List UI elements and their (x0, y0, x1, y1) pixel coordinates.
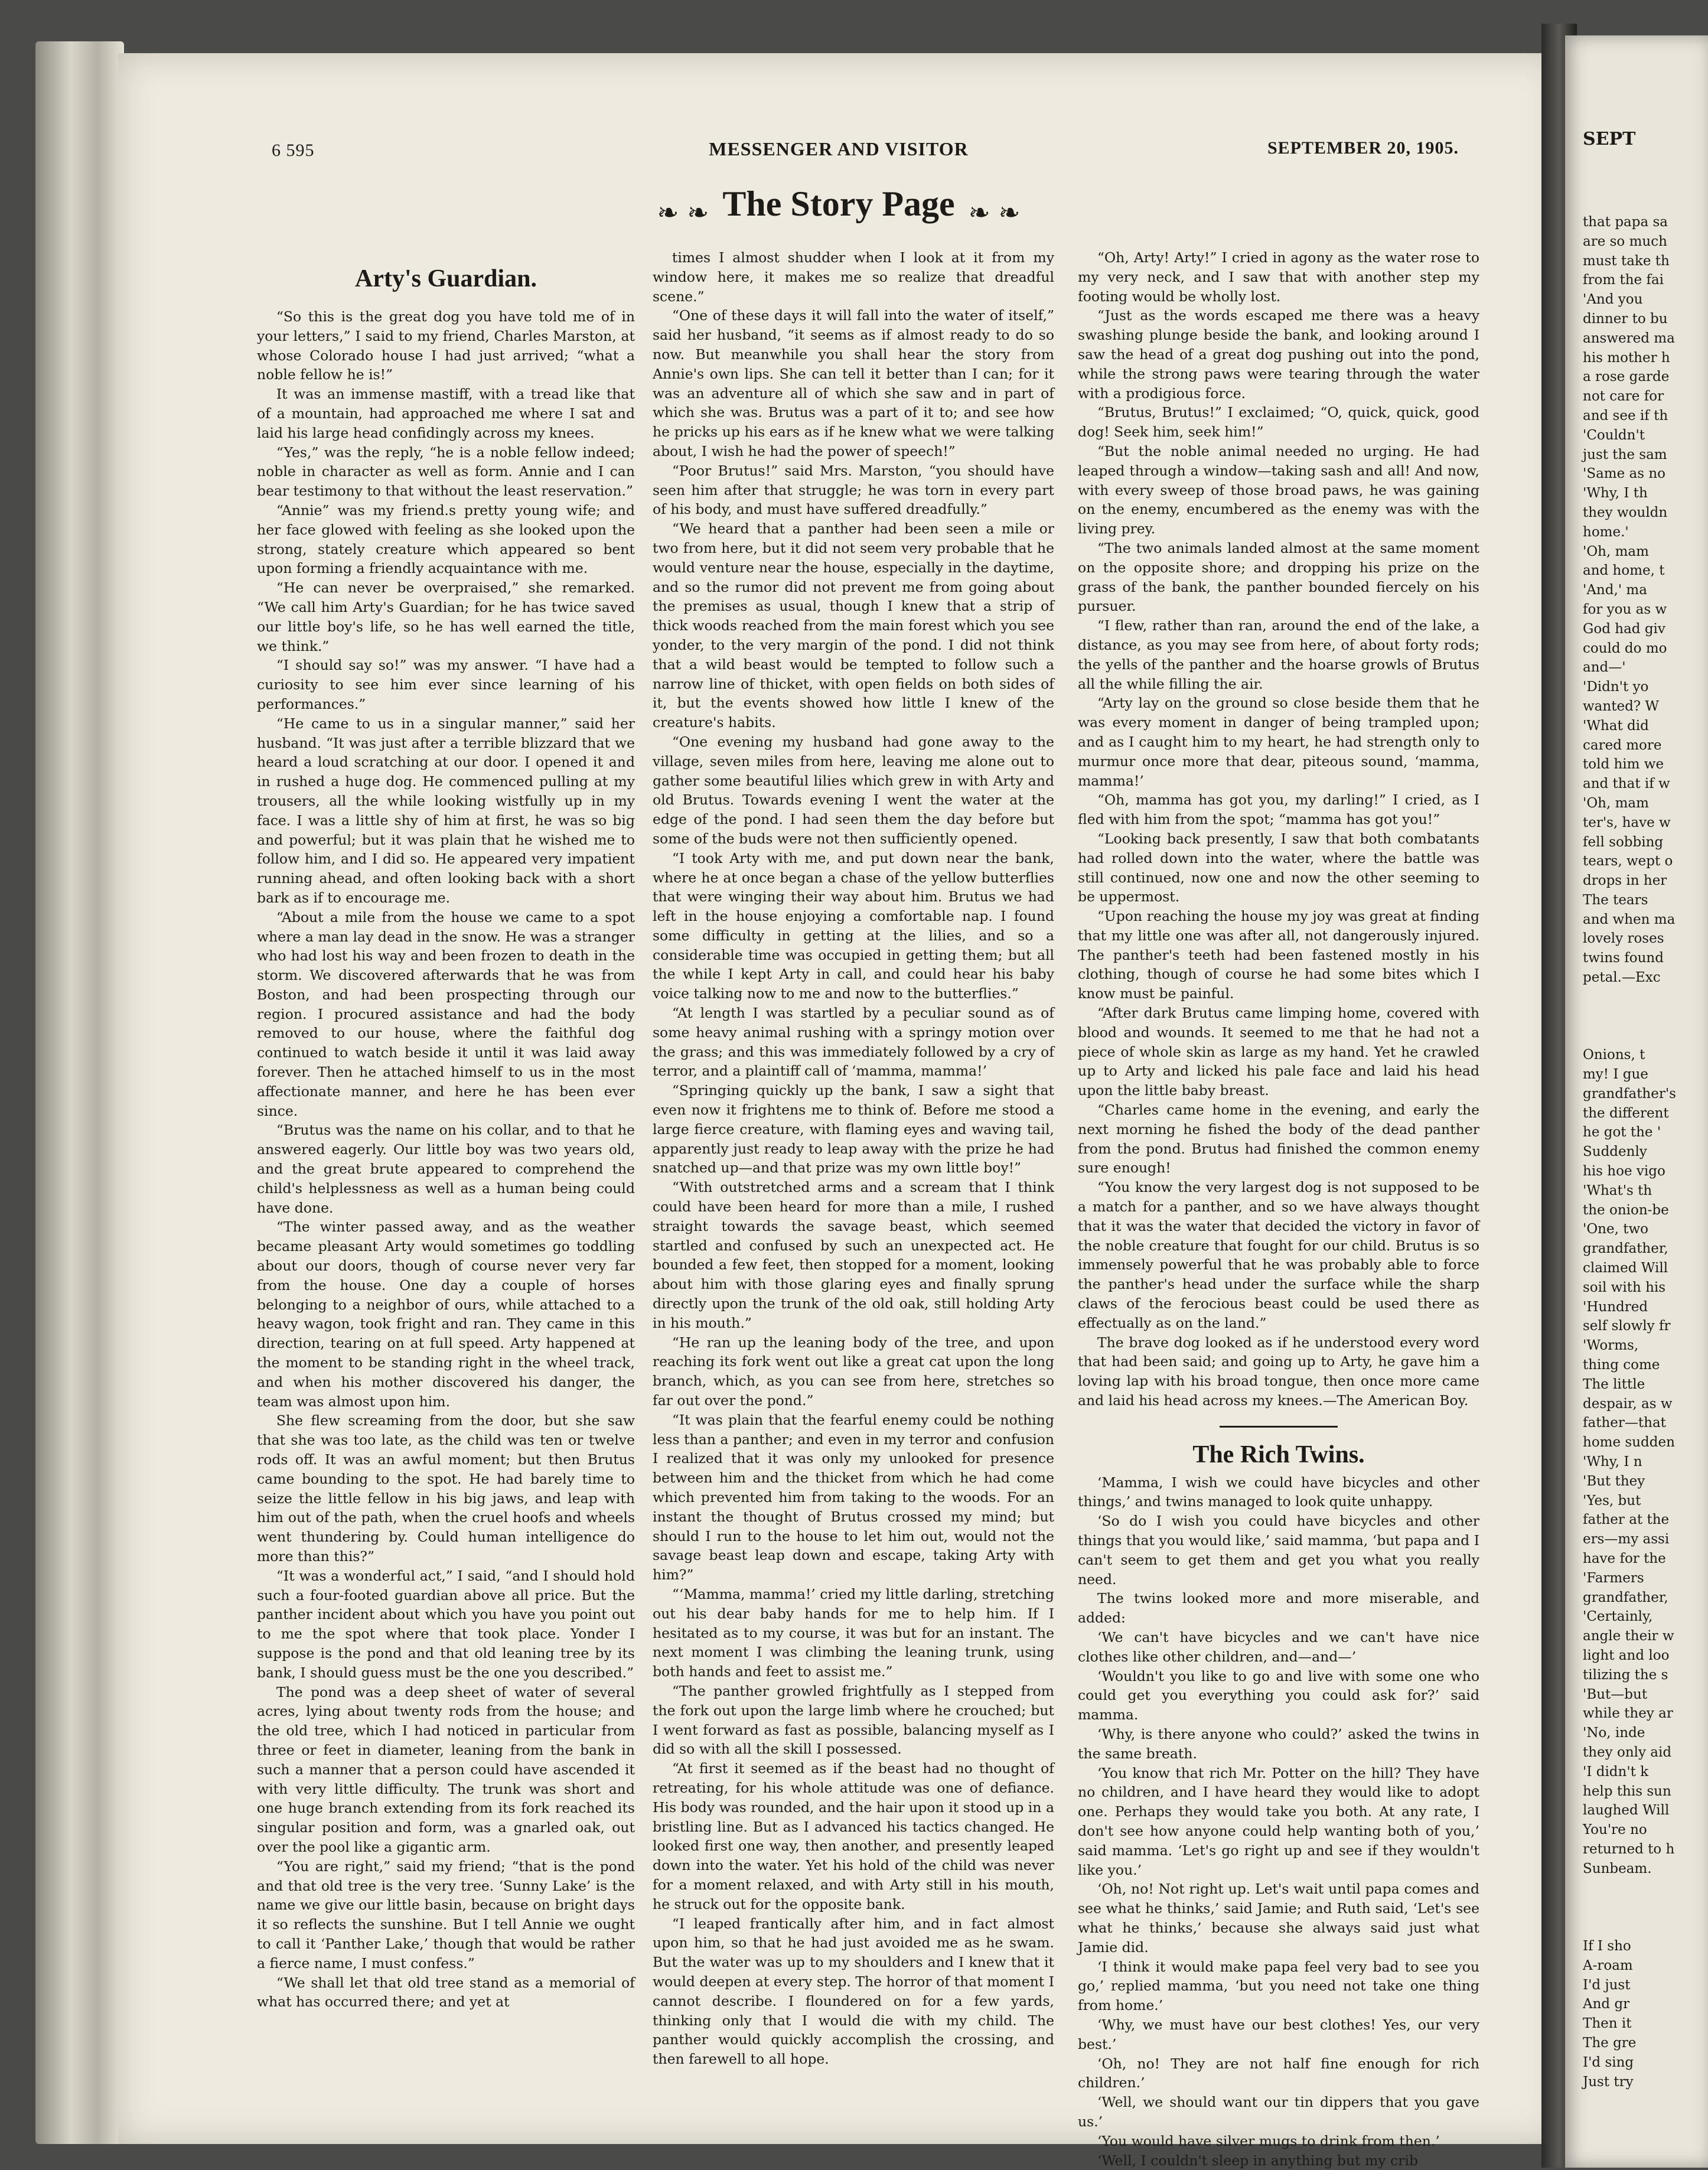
adjacent-page-line: grandfather's (1583, 1084, 1676, 1104)
adjacent-page-line: the onion-be (1583, 1201, 1676, 1220)
story-paragraph: “We heard that a panther had been seen a mile or two from here, but it did not seem very probable that he would venture near the house, especially in the daytime, and so the rumor did not prevent me from going about the premises as usual, though I knew that a strip of thick woods reached from the main forest which you see yonder, to the very margin of the pond. I did not think that a wild beast would be tempted to follow such a narrow line of thicket, with open fields on both sides of it, but the events showed how little I knew of the creature's habits. (653, 519, 1054, 732)
adjacent-page-line: fell sobbing (1583, 833, 1676, 852)
adjacent-page-line (1583, 1898, 1676, 1917)
adjacent-page-line: could do mo (1583, 639, 1676, 659)
story-paragraph: ‘Well, we should want our tin dippers that you gave us.’ (1078, 2093, 1479, 2132)
adjacent-page-line: despair, as w (1583, 1394, 1676, 1414)
adjacent-page-line: Just try (1583, 2073, 1676, 2092)
adjacent-page-line: returned to h (1583, 1840, 1676, 1859)
story-paragraph: “He came to us in a singular manner,” said her husband. “It was just after a terrible blizzard that we heard a loud scratching at our door. I opened it and in rushed a huge dog. He commenced pulling at my trousers, all the while looking wistfully up in my face. I was a little shy of him at first, he was so big and powerful; but it was plain that he wished me to follow him, and I did so. He appeared very impatient running ahead, and often looking back with a short bark as if to encourage me. (257, 714, 635, 908)
adjacent-page-line: lovely roses (1583, 929, 1676, 949)
adjacent-page-line: light and loo (1583, 1646, 1676, 1666)
adjacent-page-line (1583, 1917, 1676, 1937)
story-paragraph: “Looking back presently, I saw that both combatants had rolled down into the water, where the battle was still continued, now one and now the other seeming to be uppermost. (1078, 829, 1479, 907)
adjacent-page-line: for you as w (1583, 600, 1676, 620)
adjacent-page-line: cared more (1583, 736, 1676, 755)
adjacent-page-line: 'And you (1583, 290, 1676, 309)
adjacent-page-line: he got the ' (1583, 1123, 1676, 1142)
adjacent-page-line: grandfather, (1583, 1588, 1676, 1608)
adjacent-page-line: and that if w (1583, 774, 1676, 794)
adjacent-page-line: Onions, t (1583, 1045, 1676, 1065)
adjacent-page-line: they only aid (1583, 1743, 1676, 1762)
adjacent-page-line: have for the (1583, 1549, 1676, 1569)
story-paragraph: “One evening my husband had gone away to the village, seven miles from here, leaving me alone out to gather some beautiful lilies which grew in with Arty and old Brutus. Towards evening I went the water at the edge of the pond. I had seen them the day before but some of the buds were not then sufficiently opened. (653, 732, 1054, 849)
adjacent-page-line: Sunbeam. (1583, 1859, 1676, 1879)
adjacent-page-line: 'Why, I th (1583, 484, 1676, 503)
story-paragraph: “One of these days it will fall into the water of itself,” said her husband, “it seems as if almost ready to do so now. But meanwhile you shall hear the story from Annie's own lips. She can tell it better than I can; for it was an adventure all of which she saw and in part of which she was. Brutus was a part of it to; and see how he pricks up his ears as if he knew what we were talking about, I wish he had the power of speech!” (653, 306, 1054, 461)
leaf-ornament-icon: ❧ ❧ (969, 198, 1021, 228)
adjacent-page-line: and—' (1583, 658, 1676, 677)
story-paragraph: times I almost shudder when I look at it from my window here, it makes me so realize that dreadful scene.” (653, 248, 1054, 306)
story-paragraph: “Poor Brutus!” said Mrs. Marston, “you should have seen him after that struggle; he was torn in every part of his body, and must have suffered dreadfully.” (653, 461, 1054, 519)
adjacent-page-line: that papa sa (1583, 213, 1676, 232)
adjacent-page-line: 'What's th (1583, 1181, 1676, 1201)
adjacent-page-line: thing come (1583, 1356, 1676, 1375)
story-heading (257, 265, 635, 301)
story2-text (1078, 1473, 1479, 2170)
adjacent-page-line: The tears (1583, 891, 1676, 910)
adjacent-page-line: his mother h (1583, 348, 1676, 368)
adjacent-page-header: SEPT (1583, 130, 1635, 149)
story-paragraph: “He ran up the leaning body of the tree, and upon reaching its fork went out like a great cat upon the long branch, which, as you can see from here, stretches so far out over the pond.” (653, 1333, 1054, 1410)
story-paragraph: “Brutus was the name on his collar, and to that he answered eagerly. Our little boy was two years old, and the great brute appeared to comprehend the child's helplessness as well as a human being could have done. (257, 1120, 635, 1217)
adjacent-page-line: ers—my assi (1583, 1530, 1676, 1549)
adjacent-page-line: ter's, have w (1583, 813, 1676, 833)
adjacent-page-line: told him we (1583, 755, 1676, 774)
story-paragraph: “About a mile from the house we came to a spot where a man lay dead in the snow. He was a stranger who had lost his way and been frozen to death in the storm. We discovered afterwards that he was from Boston, and had been prospecting through our region. I procured assistance and had the body removed to our house, where the faithful dog continued to watch beside it until it was laid away forever. Then he attached himself to us in the most affectionate manner, and here he has been ever since. (257, 908, 635, 1121)
adjacent-page-line: and see if th (1583, 406, 1676, 426)
adjacent-page-line: laughed Will (1583, 1801, 1676, 1820)
adjacent-page-line: And gr (1583, 1995, 1676, 2014)
story-paragraph: “But the noble animal needed no urging. He had leaped through a window—taking sash and all! And now, with every sweep of those broad paws, he was gaining on the enemy, encumbered as the enemy was with the living prey. (1078, 442, 1479, 539)
story-paragraph: “Just as the words escaped me there was a heavy swashing plunge beside the bank, and looking around I saw the head of a great dog pushing out into the pond, while the strong paws were tearing through the water with a prodigious force. (1078, 306, 1479, 403)
story-paragraph: “Arty lay on the ground so close beside them that he was every moment in danger of being trampled upon; and as I caught him to my heart, he had strength only to murmur once more that dear, piteous sound, ‘mamma, mamma!’ (1078, 693, 1479, 790)
story-paragraph: “‘Mamma, mamma!’ cried my little darling, stretching out his dear baby hands for me to help him. If I hesitated as to my course, it was but for an instant. The next moment I was climbing the leaning trunk, using both hands and feet to assist me.” (653, 1585, 1054, 1682)
story1-col2-text (653, 248, 1054, 2069)
story-paragraph: The pond was a deep sheet of water of several acres, lying about twenty rods from the house; and the old tree, which I had noticed in particular from three or feet in diameter, leaning from the bank in such a manner that a person could have ascended it with very little difficulty. The trunk was short and one huge branch extending from its fork reached its singular position and form, was a gnarled oak, out over the pool like a gigantic arm. (257, 1683, 635, 1857)
adjacent-page-line: 'Why, I n (1583, 1452, 1676, 1472)
adjacent-page-line: 'Yes, but (1583, 1491, 1676, 1511)
newspaper-title: MESSENGER AND VISITOR (118, 138, 1559, 160)
story-paragraph: “With outstretched arms and a scream that I think could have been heard for more than a mile, I rushed straight towards the savage beast, which seemed startled and confused by such an unexpected act. He bounded a few feet, then stopped for a moment, looking about him with those glaring eyes and finally sprung directly upon the trunk of the old oak, still holding Arty in his mouth.” (653, 1178, 1054, 1332)
adjacent-page-line: I'd sing (1583, 2053, 1676, 2073)
story-paragraph: “At first it seemed as if the beast had no thought of retreating, for his whole attitude was one of defiance. His body was rounded, and the hair upon it stood up in a bristling line. But as I advanced his tactics changed. He looked first one way, then another, and presently leaped down into the water. Yet his hold of the child was never for a moment relaxed, and with Arty still in his mouth, he struck out for the opposite bank. (653, 1759, 1054, 1914)
adjacent-page-line (1583, 1007, 1676, 1027)
adjacent-page-line: father at the (1583, 1510, 1676, 1530)
story-paragraph: ‘You would have silver mugs to drink from then.’ (1078, 2132, 1479, 2151)
adjacent-page-line: 'Worms, (1583, 1336, 1676, 1356)
story-paragraph: ‘We can't have bicycles and we can't have nice clothes like other children, and—and—’ (1078, 1628, 1479, 1667)
story-divider (1220, 1426, 1338, 1428)
story-paragraph: “I flew, rather than ran, around the end of the lake, a distance, as you may see from here, of about forty rods; the yells of the panther and the hoarse growls of Brutus all the while filling the air. (1078, 616, 1479, 693)
story-paragraph: ‘Why, is there anyone who could?’ asked the twins in the same breath. (1078, 1725, 1479, 1764)
story-paragraph: “I leaped frantically after him, and in fact almost upon him, so that he had just avoided me as he swam. But the water was up to my shoulders and I knew that it would deepen at every step. The horror of that moment I cannot describe. I floundered on for a few yards, thinking only that I would die with my child. The panther would quickly accomplish the crossing, and then farewell to all hope. (653, 1914, 1054, 2069)
story-paragraph: ‘Well, I couldn't sleep in anything but my crib (1078, 2151, 1479, 2170)
adjacent-page-line: father—that (1583, 1413, 1676, 1433)
page-number: 6 595 (272, 141, 315, 161)
story-paragraph: ‘Mamma, I wish we could have bicycles and other things,’ and twins managed to look quite unhappy. (1078, 1473, 1479, 1512)
adjacent-page-line: home sudden (1583, 1433, 1676, 1452)
adjacent-page-line: twins found (1583, 949, 1676, 968)
newspaper-page (118, 53, 1559, 2144)
story-paragraph: ‘Why, we must have our best clothes! Yes, our very best.’ (1078, 2015, 1479, 2054)
story-paragraph: “Oh, Arty! Arty!” I cried in agony as the water rose to my very neck, and I saw that with another step my footing would be wholly lost. (1078, 248, 1479, 306)
adjacent-page-line: 'Didn't yo (1583, 677, 1676, 697)
story-title-artys-guardian: Arty's Guardian. (257, 265, 635, 293)
story-paragraph: “Yes,” was the reply, “he is a noble fellow indeed; noble in character as well as form. Annie and I can bear testimony to that without the least reservation.” (257, 443, 635, 501)
story-paragraph: ‘Oh, no! They are not half fine enough for rich children.’ (1078, 2054, 1479, 2093)
story-paragraph: “Annie” was my friend.s pretty young wife; and her face glowed with feeling as she looked upon the strong, stately creature which appeared so bent upon forming a friendly acquaintance with me. (257, 501, 635, 578)
story-paragraph: It was an immense mastiff, with a tread like that of a mountain, had approached me where I sat and laid his large head confidingly across my knees. (257, 385, 635, 442)
story-paragraph: “At length I was startled by a peculiar sound as of some heavy animal rushing with a springy motion over the grass; and this was immediately followed by a cry of terror, and a plaintiff call of ‘mamma, mamma!’ (653, 1003, 1054, 1081)
adjacent-page-line: help this sun (1583, 1782, 1676, 1801)
adjacent-page-line: 'But they (1583, 1472, 1676, 1491)
adjacent-page-line: 'I didn't k (1583, 1762, 1676, 1782)
adjacent-page-line (1583, 1026, 1676, 1045)
adjacent-page-line: God had giv (1583, 620, 1676, 639)
story-paragraph: “You are right,” said my friend; “that is the pond and that old tree is the very tree. ‘Sunny Lake’ is the name we give our little basin, because on bright days it so reflects the sunshine. But I tell Annie we ought to call it ‘Panther Lake,’ though that would be rather a fierce name, I must confess.” (257, 1857, 635, 1973)
story-paragraph: “Springing quickly up the bank, I saw a sight that even now it frightens me to think of. Before me stood a large fierce creature, with flaming eyes and waving tail, apparently just ready to leap away with the prize he had snatched up—and that prize was my own little boy!” (653, 1081, 1054, 1178)
adjacent-page-line: and home, t (1583, 561, 1676, 581)
adjacent-page-line: 'No, inde (1583, 1723, 1676, 1743)
adjacent-page-line: self slowly fr (1583, 1317, 1676, 1336)
story-paragraph: ‘Oh, no! Not right up. Let's wait until papa comes and see what he thinks,’ said Jamie; and Ruth said, ‘Let's see what he thinks,’ because she always said just what Jamie did. (1078, 1879, 1479, 1957)
adjacent-page-line: 'Hundred (1583, 1298, 1676, 1317)
adjacent-page-line: they wouldn (1583, 503, 1676, 523)
adjacent-page-line: his hoe vigo (1583, 1162, 1676, 1181)
adjacent-page-line: 'Farmers (1583, 1569, 1676, 1588)
story-paragraph: “The panther growled frightfully as I stepped from the fork out upon the large limb where he crouched; but I went forward as fast as possible, balancing myself as I did so with all the skill I possessed. (653, 1682, 1054, 1759)
story-paragraph: “Oh, mamma has got you, my darling!” I cried, as I fled with him from the spot; “mamma has got you!” (1078, 790, 1479, 829)
section-header (118, 171, 1559, 236)
story-paragraph: ‘You know that rich Mr. Potter on the hill? They have no children, and I have heard they would like to adopt one. Perhaps they would take you both. At any rate, I don't see how anyone could help wanting both of you,’ said mamma. ‘Let's go right up and see if they wouldn't like you.’ (1078, 1764, 1479, 1880)
adjacent-page-line: tears, wept o (1583, 852, 1676, 871)
adjacent-page-line: while they ar (1583, 1704, 1676, 1723)
adjacent-page-line: must take th (1583, 252, 1676, 271)
story-paragraph: ‘I think it would make papa feel very bad to see you go,’ replied mamma, ‘but you need not take one thing from home.’ (1078, 1957, 1479, 2015)
adjacent-page-line: tilizing the s (1583, 1666, 1676, 1685)
adjacent-page-line: soil with his (1583, 1278, 1676, 1298)
column-2 (653, 248, 1054, 2069)
issue-date: SEPTEMBER 20, 1905. (1267, 138, 1459, 158)
adjacent-page-line: my! I gue (1583, 1065, 1676, 1084)
story-paragraph: “Brutus, Brutus!” I exclaimed; “O, quick, quick, good dog! Seek him, seek him!” (1078, 403, 1479, 442)
adjacent-page-line: 'Couldn't (1583, 426, 1676, 445)
adjacent-page-line: 'One, two (1583, 1220, 1676, 1239)
adjacent-page-line: home.' (1583, 523, 1676, 542)
column-3 (1078, 248, 1479, 2170)
adjacent-page-line: answered ma (1583, 329, 1676, 348)
adjacent-page-line: claimed Will (1583, 1259, 1676, 1278)
story-paragraph: “I took Arty with me, and put down near the bank, where he at once began a chase of the yellow butterflies that were winging their way about him. Brutus we had left in the house enjoying a comfortable nap. I found some difficulty in getting at the lilies, and so a considerable time was occupied in getting them; but all the while I kept Arty in call, and could hear his baby voice talking now to me and now to the butterflies.” (653, 849, 1054, 1003)
adjacent-page-line: 'But—but (1583, 1685, 1676, 1705)
story-paragraph: “You know the very largest dog is not supposed to be a match for a panther, and so we have always thought that it was the water that decided the victory in favor of the noble creature that fought for our child. Brutus is so immensely powerful that he was probably able to force the panther's head under the surface while the sharp claws of the ferocious beast could be used there as effectually as on the land.” (1078, 1178, 1479, 1332)
adjacent-page-line: angle their w (1583, 1627, 1676, 1646)
column-1 (257, 307, 635, 2012)
adjacent-page-line: I'd just (1583, 1976, 1676, 1995)
binding-page-stack (35, 41, 124, 2144)
story-paragraph: “The winter passed away, and as the weather became pleasant Arty would sometimes go toddling about our doors, though of course never very far from the house. One day a couple of horses belonging to a neighbor of ours, while attached to a heavy wagon, took fright and ran. They came in this direction, tearing on at full speed. Arty happened at the moment to be standing right in the wheel track, and when his mother discovered his danger, the team was almost upon him. (257, 1217, 635, 1411)
adjacent-page-line: just the sam (1583, 445, 1676, 465)
adjacent-page-line: grandfather, (1583, 1239, 1676, 1259)
adjacent-page-line: If I sho (1583, 1937, 1676, 1956)
adjacent-page-line: Suddenly (1583, 1142, 1676, 1162)
adjacent-page-line: drops in her (1583, 871, 1676, 891)
adjacent-page-line: 'Same as no (1583, 464, 1676, 484)
adjacent-page-line: 'Oh, mam (1583, 794, 1676, 813)
adjacent-page-line: the different (1583, 1104, 1676, 1123)
story-paragraph: The twins looked more and more miserable, and added: (1078, 1589, 1479, 1628)
adjacent-page-line: 'Oh, mam (1583, 542, 1676, 562)
adjacent-page-line: A-roam (1583, 1956, 1676, 1976)
story-paragraph: She flew screaming from the door, but she saw that she was too late, as the child was ten or twelve rods off. It was an awful moment; but then Brutus came bounding to the spot. He had barely time to seize the little fellow in his big jaws, and leap with him out of the path, when the cruel hoofs and wheels went thundering by. Could human intelligence do more than this?” (257, 1411, 635, 1566)
story1-col1-text (257, 307, 635, 2012)
masthead (118, 130, 1559, 177)
story-paragraph: “He can never be overpraised,” she remarked. “We call him Arty's Guardian; for he has twice saved our little boy's life, so he has well earned the title, we think.” (257, 578, 635, 656)
story-paragraph: “It was a wonderful act,” I said, “and I should hold such a four-footed guardian above all price. But the panther incident about which you have you point out to me the spot where that took place. Yonder I suppose is the pond and that old leaning tree by its bank, I should guess must be the one you described.” (257, 1566, 635, 1683)
story-paragraph: “It was plain that the fearful enemy could be nothing less than a panther; and even in my terror and confusion I realized that it was only my unlooked for presence between him and the thicket from which he had come which prevented him from taking to the woods. For an instant the thought of Brutus crossed my mind; but should I run to the house to let him out, would not the savage beast leap down and escape, taking Arty with him?” (653, 1410, 1054, 1585)
adjacent-page-line: are so much (1583, 232, 1676, 252)
adjacent-page-line: Then it (1583, 2014, 1676, 2034)
story-paragraph: “Charles came home in the evening, and early the next morning he fished the body of the dead panther from the pond. Brutus had finished the common enemy sure enough! (1078, 1100, 1479, 1178)
adjacent-page-line: petal.—Exc (1583, 968, 1676, 988)
adjacent-page-line: wanted? W (1583, 697, 1676, 716)
story-paragraph: “I should say so!” was my answer. “I have had a curiosity to see him ever since learning of his performances.” (257, 656, 635, 713)
adjacent-page-line: 'And,' ma (1583, 581, 1676, 600)
story1-col3-text (1078, 248, 1479, 1410)
adjacent-page-text (1583, 213, 1676, 2091)
story-paragraph: ‘Wouldn't you like to go and live with some one who could get you everything you could ask for?’ said mamma. (1078, 1667, 1479, 1725)
story-paragraph: “The two animals landed almost at the same moment on the opposite shore; and dropping his prize on the grass of the bank, the panther bounded fiercely on his pursuer. (1078, 539, 1479, 616)
section-title: The Story Page (722, 184, 954, 223)
adjacent-page-line: a rose garde (1583, 367, 1676, 387)
adjacent-page-line: You're no (1583, 1820, 1676, 1840)
story-paragraph: “So this is the great dog you have told me of in your letters,” I said to my friend, Charles Marston, at whose Colorado house I had just arrived; “what a noble fellow he is!” (257, 307, 635, 385)
adjacent-page-line: 'What did (1583, 716, 1676, 736)
story-paragraph: ‘So do I wish you could have bicycles and other things that you would like,’ said mamma, ‘but papa and I can't seem to get them and get you what you really need. (1078, 1511, 1479, 1589)
story-title-rich-twins: The Rich Twins. (1078, 1445, 1479, 1465)
adjacent-page-line: dinner to bu (1583, 309, 1676, 329)
adjacent-page-line: from the fai (1583, 271, 1676, 290)
story-paragraph: The brave dog looked as if he understood every word that had been said; and going up to Arty, he gave him a loving lap with his broad tongue, then once more came and laid his head across my knees.—The American Boy. (1078, 1333, 1479, 1410)
adjacent-page-line: The gre (1583, 2034, 1676, 2053)
adjacent-page-line (1583, 1879, 1676, 1898)
story-paragraph: “After dark Brutus came limping home, covered with blood and wounds. It seemed to me that he had not a piece of whole skin as large as my hand. Yet he crawled up to Arty and licked his pale face and laid his head upon the little baby breast. (1078, 1003, 1479, 1100)
adjacent-page-line: The little (1583, 1375, 1676, 1394)
adjacent-page-line: 'Certainly, (1583, 1607, 1676, 1627)
adjacent-page-line: not care for (1583, 387, 1676, 406)
adjacent-page-line: and when ma (1583, 910, 1676, 930)
leaf-ornament-icon: ❧ ❧ (657, 198, 709, 228)
story-paragraph: “Upon reaching the house my joy was great at finding that my little one was after all, not dangerously injured. The panther's teeth had been fastened mostly in his clothing, though of course he had some bites which I know must be painful. (1078, 907, 1479, 1003)
story-paragraph: “We shall let that old tree stand as a memorial of what has occurred there; and yet at (257, 1973, 635, 2012)
adjacent-page-line (1583, 988, 1676, 1007)
adjacent-page-edge (1565, 35, 1708, 2168)
